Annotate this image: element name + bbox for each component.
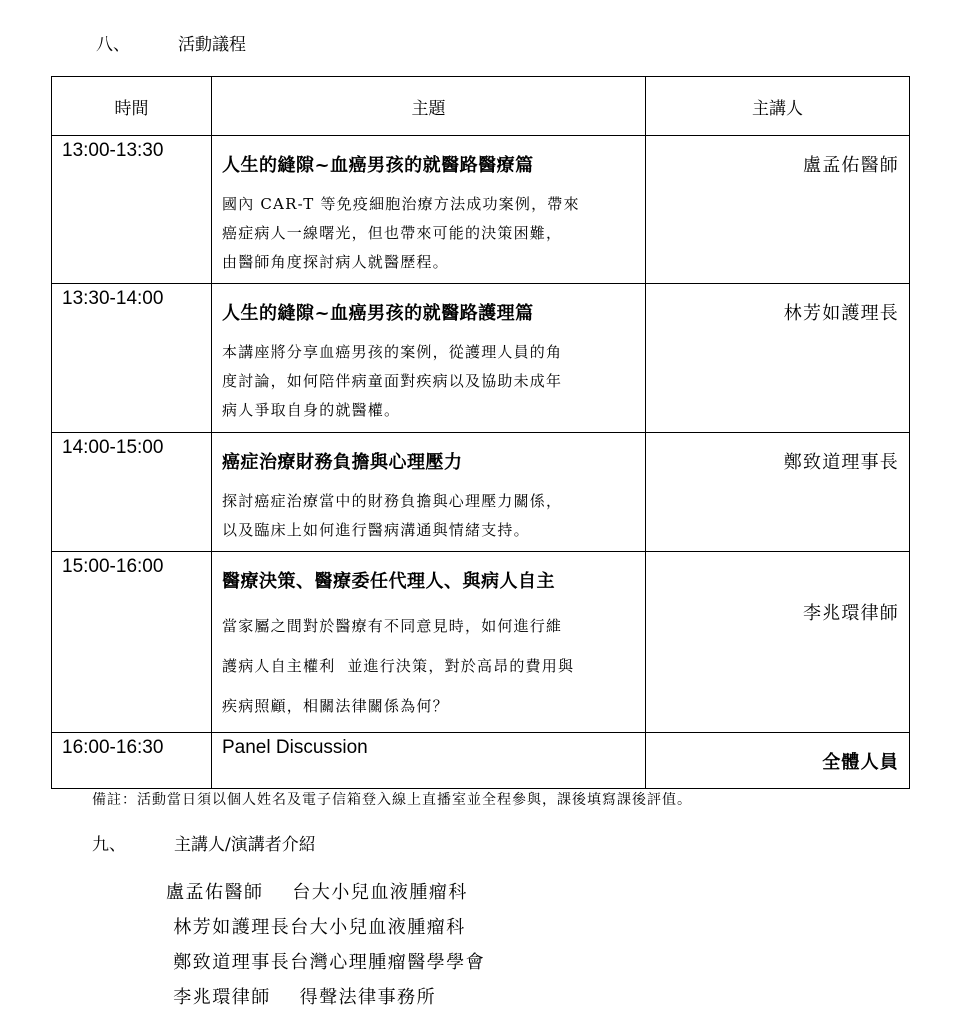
description-line: 當家屬之間對於醫療有不同意見時，如何進行維	[222, 617, 563, 635]
header-speaker: 主講人	[646, 77, 910, 136]
header-time: 時間	[52, 77, 212, 136]
session-time: 14:00-15:00	[62, 437, 164, 458]
session-speaker: 盧孟佑醫師	[803, 155, 899, 176]
session-time: 13:30-14:00	[62, 288, 164, 309]
description-line: 疾病照顧，相關法律關係為何？	[222, 697, 449, 715]
agenda-table	[51, 76, 910, 789]
description-line: 本講座將分享血癌男孩的案例，從護理人員的角	[222, 343, 563, 361]
section-9-heading	[92, 830, 316, 855]
description-line: 探討癌症治療當中的財務負擔與心理壓力關係，	[222, 492, 563, 510]
description-line: 以及臨床上如何進行醫病溝通與情緒支持。	[222, 521, 530, 539]
session-title: 醫療決策、醫療委任代理人、與病人自主	[222, 571, 555, 592]
session-speaker: 李兆環律師	[803, 603, 899, 624]
session-description	[222, 606, 637, 726]
section-8-title: 活動議程	[178, 35, 246, 55]
description-line: 國內 CAR-T 等免疫細胞治療方法成功案例，帶來	[222, 195, 580, 213]
speaker-intro-list	[166, 875, 485, 1015]
section-8-number: 八、	[96, 35, 130, 55]
speaker-intro-item: 林芳如護理長台大小兒血液腫瘤科	[166, 917, 466, 938]
description-line: 癌症病人一線曙光，但也帶來可能的決策困難，	[222, 224, 563, 242]
description-line: 由醫師角度探討病人就醫歷程。	[222, 253, 449, 271]
session-time: 13:00-13:30	[62, 140, 164, 161]
table-row	[52, 733, 910, 789]
section-8-heading	[96, 30, 246, 55]
table-row	[52, 433, 910, 552]
speaker-intro-item: 李兆環律師 得聲法律事務所	[166, 987, 437, 1008]
header-topic: 主題	[212, 77, 646, 136]
session-description	[222, 487, 637, 545]
session-speaker: 全體人員	[822, 752, 899, 773]
speaker-intro-item: 盧孟佑醫師 台大小兒血液腫瘤科	[166, 882, 468, 903]
session-time: 15:00-16:00	[62, 556, 164, 577]
note-text: 備註：活動當日須以個人姓名及電子信箱登入線上直播室並全程參與，課後填寫課後評值。	[92, 792, 692, 808]
session-title: Panel Discussion	[222, 737, 368, 758]
session-description	[222, 190, 637, 277]
session-description	[222, 338, 637, 425]
session-title: 癌症治療財務負擔與心理壓力	[222, 452, 463, 473]
section-9-number: 九、	[92, 835, 126, 855]
description-line: 病人爭取自身的就醫權。	[222, 401, 401, 419]
session-title: 人生的縫隙~血癌男孩的就醫路護理篇	[222, 303, 534, 324]
session-speaker: 林芳如護理長	[783, 303, 899, 324]
table-header-row	[52, 77, 910, 136]
description-line: 度討論，如何陪伴病童面對疾病以及協助未成年	[222, 372, 563, 390]
speaker-intro-item: 鄭致道理事長台灣心理腫瘤醫學學會	[166, 952, 486, 973]
table-row	[52, 284, 910, 433]
section-9-title: 主講人/演講者介紹	[174, 835, 316, 855]
session-time: 16:00-16:30	[62, 737, 164, 758]
session-speaker: 鄭致道理事長	[783, 452, 899, 473]
session-title: 人生的縫隙~血癌男孩的就醫路醫療篇	[222, 155, 534, 176]
table-row	[52, 136, 910, 284]
table-row	[52, 552, 910, 733]
description-line: 護病人自主權利 並進行決策，對於高昂的費用與	[222, 657, 575, 675]
